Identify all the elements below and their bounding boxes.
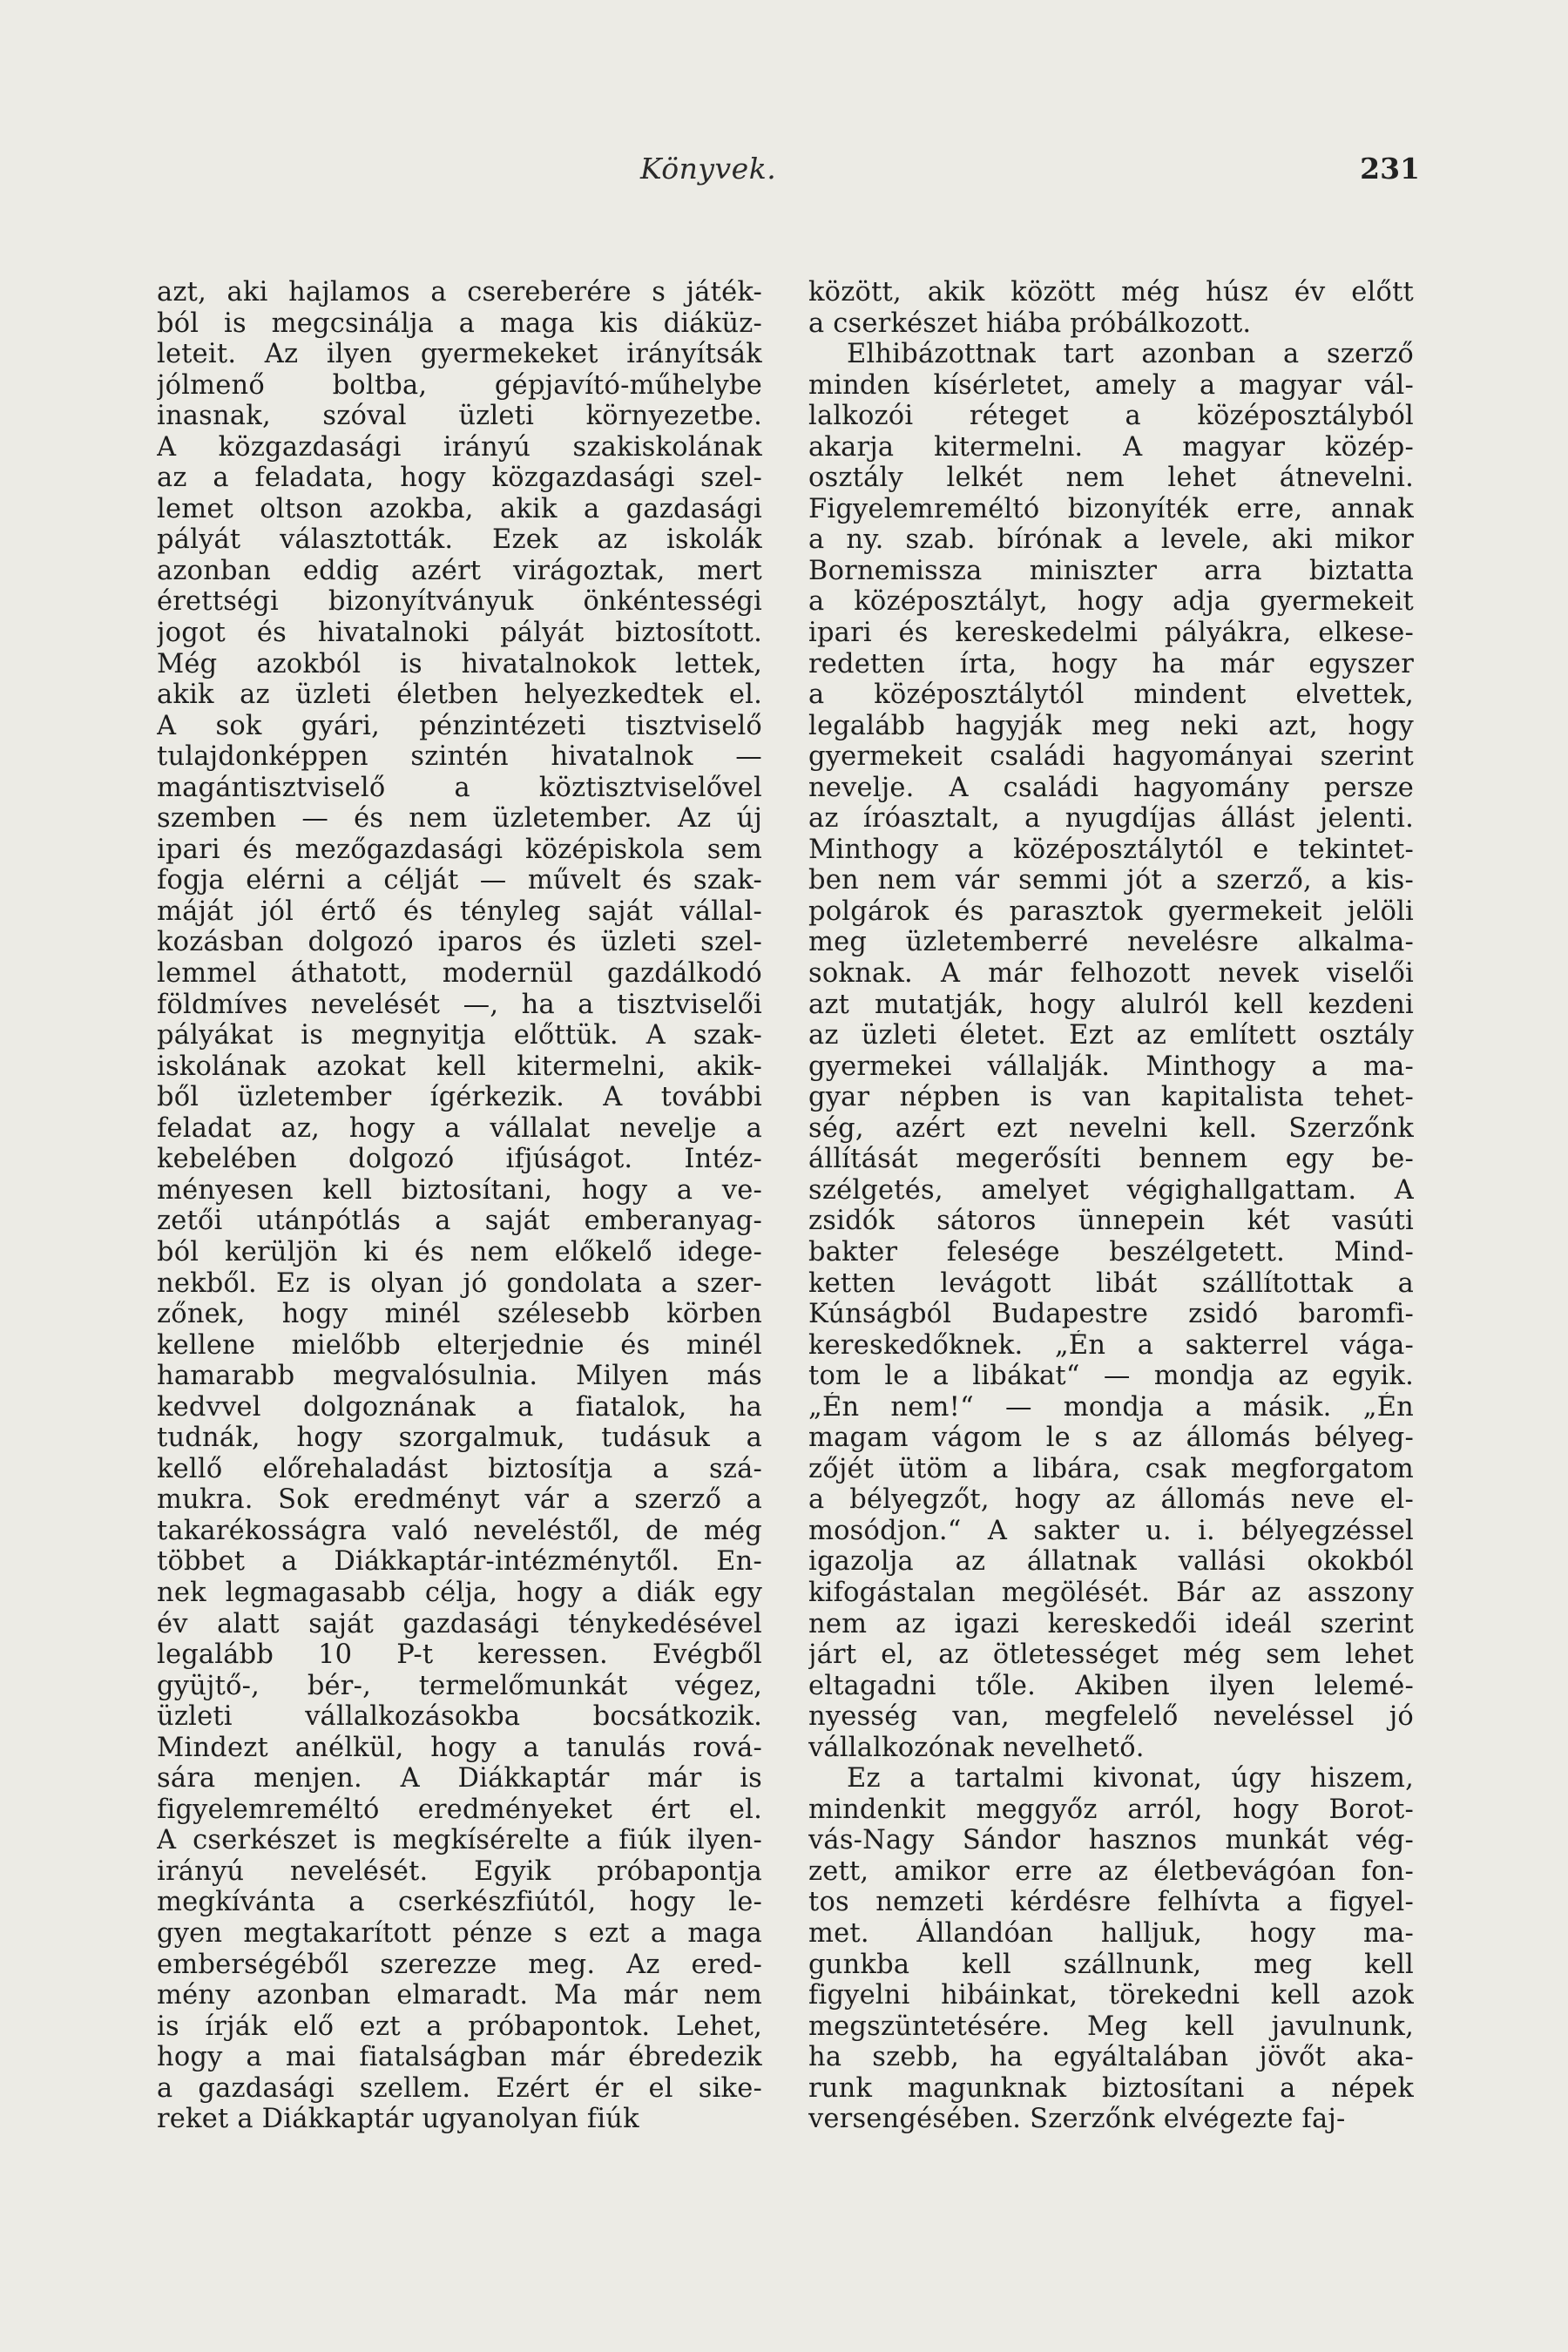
text-line: nekből. Ez is olyan jó gondolata a szer- <box>157 1267 762 1299</box>
text-line: gyar népben is van kapitalista tehet- <box>808 1082 1414 1113</box>
text-line: ha szebb, ha egyáltalában jövőt aka- <box>808 2042 1414 2073</box>
text-line: tom le a libákat“ — mondja az egyik. <box>808 1361 1414 1392</box>
text-line: gyermekei vállalják. Minthogy a ma- <box>808 1051 1414 1082</box>
text-line: meg üzletemberré nevelésre alkalma- <box>808 927 1414 958</box>
text-line: A sok gyári, pénzintézeti tisztviselő <box>157 710 762 741</box>
text-line: polgárok és parasztok gyermekeit jelöli <box>808 896 1414 927</box>
text-line: ból kerüljön ki és nem előkelő idege- <box>157 1236 762 1267</box>
text-line: magántisztviselő a köztisztviselővel <box>157 772 762 803</box>
text-line: figyelni hibáinkat, törekedni kell azok <box>808 1980 1414 2011</box>
text-line: nevelje. A családi hagyomány persze <box>808 772 1414 803</box>
text-line: eltagadni tőle. Akiben ilyen lelemé- <box>808 1670 1414 1701</box>
text-line: kedvvel dolgoznának a fiatalok, ha <box>157 1391 762 1423</box>
text-line: ben nem vár semmi jót a szerző, a kis- <box>808 865 1414 896</box>
text-line: pályákat is megnyitja előttük. A szak- <box>157 1020 762 1051</box>
text-line: év alatt saját gazdasági ténykedésével <box>157 1608 762 1639</box>
text-line: ketten levágott libát szállítottak a <box>808 1267 1414 1299</box>
text-line: Elhibázottnak tart azonban a szerző <box>847 339 1414 370</box>
text-line: zett, amikor erre az életbevágóan fon- <box>808 1855 1414 1887</box>
text-line: figyelemreméltó eredményeket ért el. <box>157 1794 762 1825</box>
page-number: 231 <box>1360 152 1420 186</box>
text-line: földmíves nevelését —, ha a tisztviselői <box>157 989 762 1020</box>
text-line: met. Állandóan halljuk, hogy ma- <box>808 1917 1414 1949</box>
text-line: „Én nem!“ — mondja a másik. „Én <box>808 1391 1414 1423</box>
text-line: ipari és mezőgazdasági középiskola sem <box>157 834 762 865</box>
text-line: kellene mielőbb elterjednie és minél <box>157 1329 762 1361</box>
text-line: jogot és hivatalnoki pályát biztosított. <box>157 618 762 649</box>
text-line: osztály lelkét nem lehet átnevelni. <box>808 463 1414 494</box>
text-line: akarja kitermelni. A magyar közép- <box>808 431 1414 463</box>
text-line: A cserkészet is megkísérelte a fiúk ilyen- <box>157 1825 762 1856</box>
text-line: kellő előrehaladást biztosítja a szá- <box>157 1453 762 1484</box>
text-line: a cserkészet hiába próbálkozott. <box>808 308 1252 339</box>
text-line: A közgazdasági irányú szakiskolának <box>157 431 762 463</box>
text-line: takarékosságra való neveléstől, de még <box>157 1515 762 1546</box>
text-line: legalább 10 P-t keressen. Evégből <box>157 1639 762 1671</box>
text-line: tulajdonképpen szintén hivatalnok — <box>157 741 762 773</box>
text-line: járt el, az ötletességet még sem lehet <box>808 1639 1414 1671</box>
text-line: Bornemissza miniszter arra biztatta <box>808 555 1414 586</box>
text-line: feladat az, hogy a vállalat nevelje a <box>157 1112 762 1144</box>
text-line: szélgetés, amelyet végighallgattam. A <box>808 1174 1414 1206</box>
text-line: tos nemzeti kérdésre felhívta a figyel- <box>808 1887 1414 1918</box>
text-line: állítását megerősíti bennem egy be- <box>808 1144 1414 1175</box>
text-line: bakter felesége beszélgetett. Mind- <box>808 1236 1414 1267</box>
text-line: Még azokból is hivatalnokok lettek, <box>157 648 762 679</box>
text-line: mosódjon.“ A sakter u. i. bélyegzéssel <box>808 1515 1414 1546</box>
text-line: az a feladata, hogy közgazdasági szel- <box>157 463 762 494</box>
text-line: emberségéből szerezze meg. Az ered- <box>157 1949 762 1980</box>
right-text-column <box>808 277 1414 2193</box>
text-line: azt mutatják, hogy alulról kell kezdeni <box>808 989 1414 1020</box>
text-line: vállalkozónak nevelhető. <box>808 1732 1145 1763</box>
text-line: magam vágom le s az állomás bélyeg- <box>808 1423 1414 1454</box>
text-line: máját jól értő és tényleg saját vállal- <box>157 896 762 927</box>
text-line: nem az igazi kereskedői ideál szerint <box>808 1608 1414 1639</box>
text-line: reket a Diákkaptár ugyanolyan fiúk <box>157 2104 639 2135</box>
text-line: kozásban dolgozó iparos és üzleti szel- <box>157 927 762 958</box>
text-line: inasnak, szóval üzleti környezetbe. <box>157 401 762 432</box>
text-line: gyüjtő-, bér-, termelőmunkát végez, <box>157 1670 762 1701</box>
text-line: Mindezt anélkül, hogy a tanulás rová- <box>157 1732 762 1763</box>
text-line: ból is megcsinálja a maga kis diáküz- <box>157 308 762 339</box>
text-line: kifogástalan megölését. Bár az asszony <box>808 1577 1414 1608</box>
text-line: az íróasztalt, a nyugdíjas állást jelenti. <box>808 803 1414 835</box>
text-line: üzleti vállalkozásokba bocsátkozik. <box>157 1701 762 1733</box>
text-line: ipari és kereskedelmi pályákra, elkese- <box>808 618 1414 649</box>
text-line: vás-Nagy Sándor hasznos munkát vég- <box>808 1825 1414 1856</box>
text-line: lemmel áthatott, modernül gazdálkodó <box>157 958 762 990</box>
text-line: a középosztályt, hogy adja gyermekeit <box>808 586 1414 618</box>
text-line: leteit. Az ilyen gyermekeket irányítsák <box>157 339 762 370</box>
text-line: a bélyegzőt, hogy az állomás neve el- <box>808 1484 1414 1516</box>
text-line: zetői utánpótlás a saját emberanyag- <box>157 1206 762 1237</box>
text-line: az üzleti életet. Ezt az említett osztály <box>808 1020 1414 1051</box>
text-line: lemet oltson azokba, akik a gazdasági <box>157 493 762 524</box>
text-line: gyen megtakarított pénze s ezt a maga <box>157 1917 762 1949</box>
text-line: szemben — és nem üzletember. Az új <box>157 803 762 835</box>
text-line: Minthogy a középosztálytól e tekintet- <box>808 834 1414 865</box>
text-line: versengésében. Szerzőnk elvégezte faj- <box>808 2104 1346 2135</box>
text-line: azt, aki hajlamos a csereberére s játék- <box>157 277 762 308</box>
text-line: hamarabb megvalósulnia. Milyen más <box>157 1361 762 1392</box>
text-line: megkívánta a cserkészfiútól, hogy le- <box>157 1887 762 1918</box>
text-line: a gazdasági szellem. Ezért ér el sike- <box>157 2072 762 2104</box>
text-line: többet a Diákkaptár-intézménytől. En- <box>157 1546 762 1578</box>
text-line: lalkozói réteget a középosztályból <box>808 401 1414 432</box>
text-line: gyermekeit családi hagyományai szerint <box>808 741 1414 773</box>
text-line: pályát választották. Ezek az iskolák <box>157 524 762 556</box>
text-line: kereskedőknek. „Én a sakterrel vága- <box>808 1329 1414 1361</box>
text-line: akik az üzleti életben helyezkedtek el. <box>157 679 762 711</box>
text-line: érettségi bizonyítványuk önkéntességi <box>157 586 762 618</box>
text-line: irányú nevelését. Egyik próbapontja <box>157 1855 762 1887</box>
text-line: is írják elő ezt a próbapontok. Lehet, <box>157 2011 762 2042</box>
text-line: ből üzletember ígérkezik. A további <box>157 1082 762 1113</box>
text-line: legalább hagyják meg neki azt, hogy <box>808 710 1414 741</box>
text-line: ség, azért ezt nevelni kell. Szerzőnk <box>808 1112 1414 1144</box>
left-text-column <box>157 277 762 2193</box>
text-line: tudnák, hogy szorgalmuk, tudásuk a <box>157 1423 762 1454</box>
text-line: zsidók sátoros ünnepein két vasúti <box>808 1206 1414 1237</box>
text-line: a középosztálytól mindent elvettek, <box>808 679 1414 711</box>
text-line: gunkba kell szállnunk, meg kell <box>808 1949 1414 1980</box>
text-line: Ez a tartalmi kivonat, úgy hiszem, <box>847 1763 1414 1794</box>
text-line: mény azonban elmaradt. Ma már nem <box>157 1980 762 2011</box>
text-line: igazolja az állatnak vallási okokból <box>808 1546 1414 1578</box>
text-line: nek legmagasabb célja, hogy a diák egy <box>157 1577 762 1608</box>
text-line: zőnek, hogy minél szélesebb körben <box>157 1299 762 1330</box>
text-line: jólmenő boltba, gépjavító-műhelybe <box>157 369 762 401</box>
text-line: hogy a mai fiatalságban már ébredezik <box>157 2042 762 2073</box>
text-line: zőjét ütöm a libára, csak megforgatom <box>808 1453 1414 1484</box>
text-line: ményesen kell biztosítani, hogy a ve- <box>157 1174 762 1206</box>
text-line: minden kísérletet, amely a magyar vál- <box>808 369 1414 401</box>
text-line: Kúnságból Budapestre zsidó baromfi- <box>808 1299 1414 1330</box>
text-line: nyesség van, megfelelő neveléssel jó <box>808 1701 1414 1733</box>
text-line: között, akik között még húsz év előtt <box>808 277 1414 308</box>
text-line: mukra. Sok eredményt vár a szerző a <box>157 1484 762 1516</box>
text-line: a ny. szab. bírónak a levele, aki mikor <box>808 524 1414 556</box>
text-line: kebelében dolgozó ifjúságot. Intéz- <box>157 1144 762 1175</box>
text-line: Figyelemreméltó bizonyíték erre, annak <box>808 493 1414 524</box>
text-line: runk magunknak biztosítani a népek <box>808 2072 1414 2104</box>
running-title: Könyvek. <box>640 152 777 186</box>
text-line: fogja elérni a célját — művelt és szak- <box>157 865 762 896</box>
text-line: redetten írta, hogy ha már egyszer <box>808 648 1414 679</box>
text-line: azonban eddig azért virágoztak, mert <box>157 555 762 586</box>
text-line: sára menjen. A Diákkaptár már is <box>157 1763 762 1794</box>
running-head <box>157 152 1420 204</box>
text-line: iskolának azokat kell kitermelni, akik- <box>157 1051 762 1082</box>
text-line: mindenkit meggyőz arról, hogy Borot- <box>808 1794 1414 1825</box>
text-line: soknak. A már felhozott nevek viselői <box>808 958 1414 990</box>
text-line: megszüntetésére. Meg kell javulnunk, <box>808 2011 1414 2042</box>
